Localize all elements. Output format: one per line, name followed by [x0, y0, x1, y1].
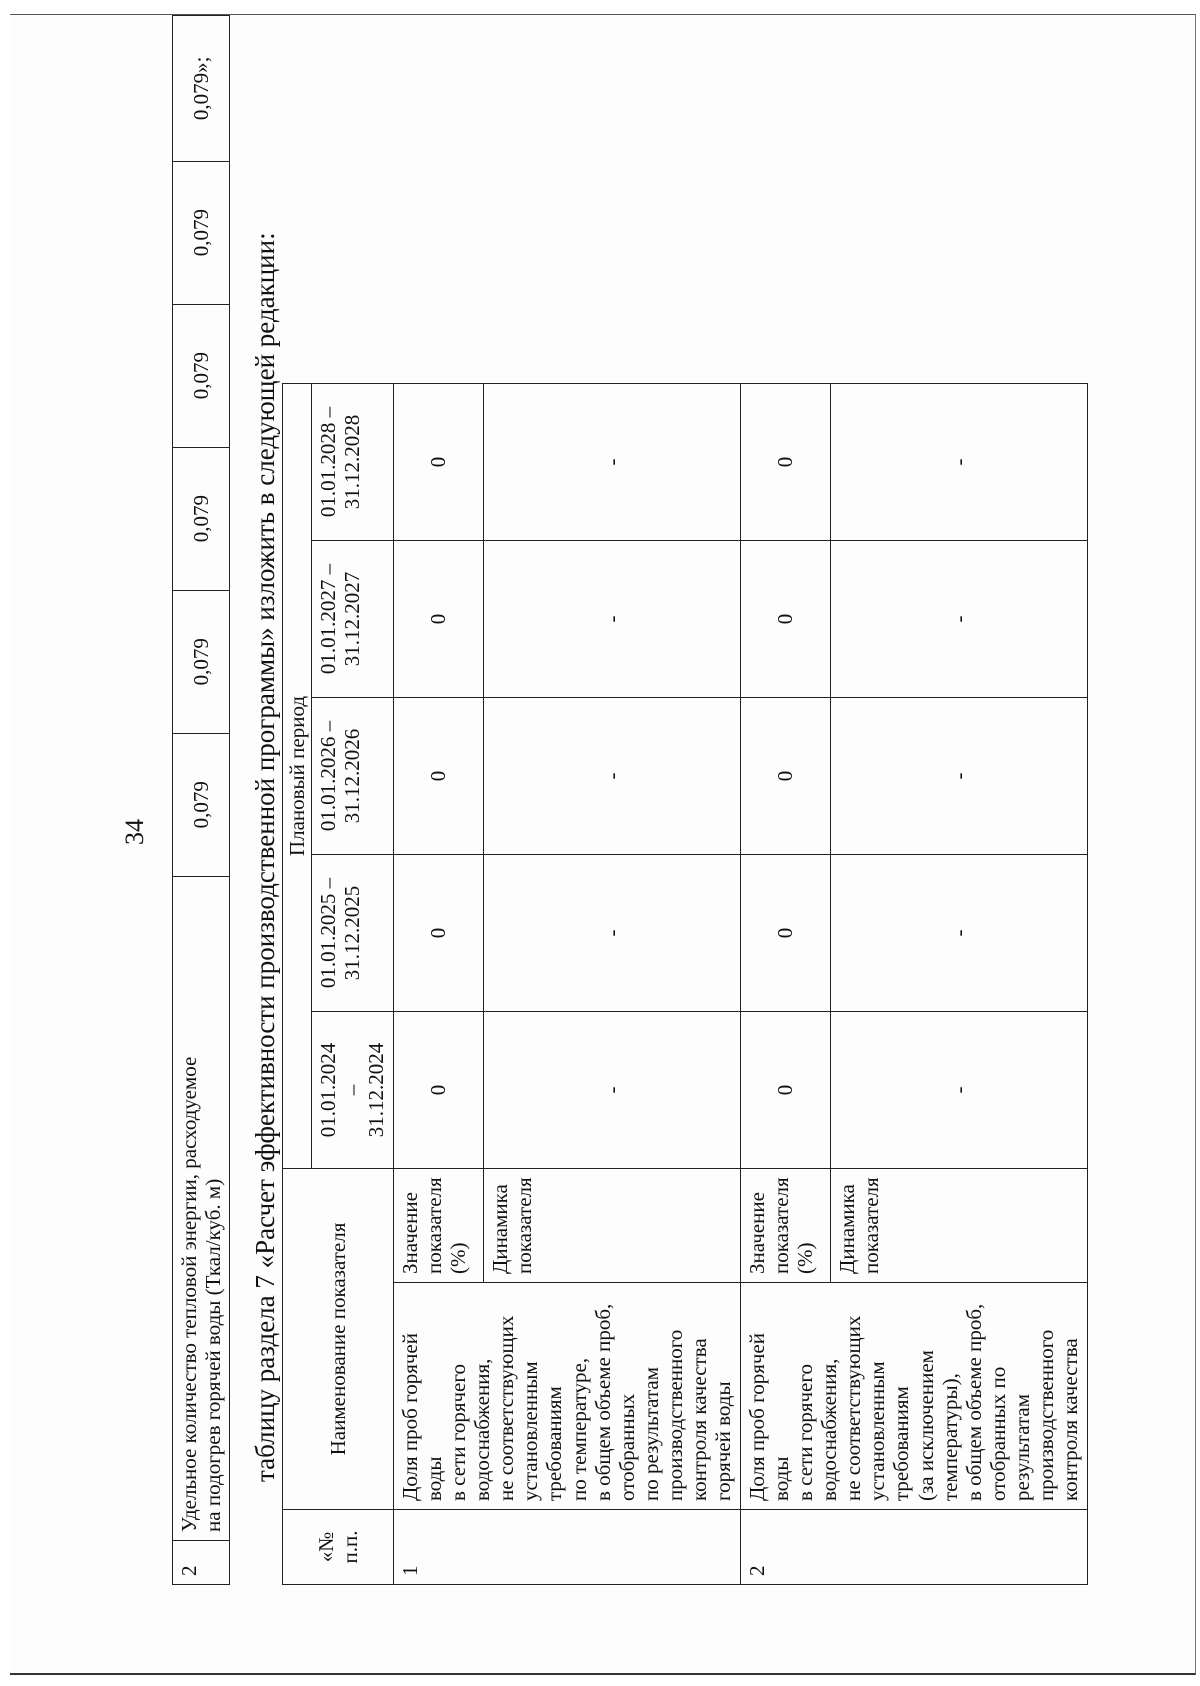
value-cell: 0 [740, 855, 830, 1012]
period-line: 31.12.2025 [340, 885, 365, 981]
dynamics-cell: - [483, 541, 740, 698]
header-name: Наименование показателя [283, 1169, 394, 1510]
period-line: 31.12.2028 [340, 414, 365, 510]
value-cell: 0 [740, 698, 830, 855]
value-cell: 0 [740, 541, 830, 698]
period-line: 01.01.2028 – [316, 406, 341, 518]
period-header [312, 698, 393, 855]
dynamics-cell: - [483, 1012, 740, 1169]
table-row [173, 16, 230, 1585]
name-line: установленным [518, 1361, 543, 1501]
name-line: по температуре, [566, 1357, 591, 1501]
value-label: Значение показателя (%) [393, 1169, 483, 1283]
value-cell: 0,079 [173, 733, 230, 876]
value-cell: 0 [393, 855, 483, 1012]
name-line: не соответствующих [494, 1315, 519, 1501]
name-line: Доля проб горячей воды [397, 1333, 446, 1501]
name-line: результатам [1010, 1393, 1035, 1501]
dynamics-label: Динамика показателя [830, 1169, 1087, 1283]
rotated-content [10, 15, 1160, 1615]
value-cell: 0,079»; [173, 16, 230, 162]
name-line: требованиям [889, 1386, 914, 1501]
name-line: температуры), [937, 1373, 962, 1501]
period-header [312, 384, 393, 541]
period-header [312, 855, 393, 1012]
dynamics-cell: - [830, 1012, 1087, 1169]
indicator-name [393, 1283, 740, 1510]
table-row [740, 384, 830, 1585]
name-line: в общем объеме проб, [590, 1303, 615, 1501]
period-header [312, 541, 393, 698]
header-num-line: п.п. [337, 1530, 362, 1564]
indicator-name [740, 1283, 1087, 1510]
period-line: 01.01.2026 – [316, 720, 341, 832]
name-line: горячей воды [711, 1381, 736, 1501]
value-cell: 0,079 [173, 161, 230, 304]
name-line: водоснабжения, [469, 1358, 494, 1501]
dynamics-cell: - [830, 541, 1087, 698]
dynamics-cell: - [830, 855, 1087, 1012]
value-cell: 0,079 [173, 590, 230, 733]
dynamics-cell: - [483, 855, 740, 1012]
name-line: производственного [663, 1329, 688, 1501]
value-cell: 0,079 [173, 304, 230, 447]
name-line: Доля проб горячей воды [744, 1333, 793, 1501]
value-cell: 0,079 [173, 447, 230, 590]
header-num [283, 1510, 394, 1585]
period-line: 01.01.2025 – [316, 877, 341, 989]
dynamics-cell: - [483, 698, 740, 855]
name-line: контроля качества [687, 1338, 712, 1501]
value-cell: 0 [393, 1012, 483, 1169]
name-line: в сети горячего [792, 1364, 817, 1501]
header-num-line: «№ [313, 1531, 338, 1563]
period-line: 31.12.2026 [340, 728, 365, 824]
period-line: 01.01.2027 – [316, 563, 341, 675]
name-line: по результатам [638, 1366, 663, 1501]
dynamics-label: Динамика показателя [483, 1169, 740, 1283]
row-label-line: на подогрев горячей воды (Ткал/куб. м) [201, 1178, 226, 1532]
value-cell: 0 [740, 384, 830, 541]
name-line: установленным [865, 1361, 890, 1501]
scanned-page [10, 14, 1196, 1675]
period-header [312, 1012, 393, 1169]
name-line: контроля качества [1058, 1338, 1083, 1501]
dynamics-cell: - [830, 698, 1087, 855]
previous-table-last-row [172, 15, 230, 1585]
name-line: (за исключением [913, 1350, 938, 1501]
header-row [283, 384, 312, 1585]
page-number: 34 [120, 819, 149, 845]
row-label [173, 876, 230, 1540]
name-line: не соответствующих [841, 1315, 866, 1501]
name-line: требованиям [542, 1386, 567, 1501]
row-number: 2 [173, 1540, 230, 1584]
table-row [393, 384, 483, 1585]
value-cell: 0 [393, 698, 483, 855]
dynamics-cell: - [483, 384, 740, 541]
name-line: отобранных [614, 1393, 639, 1501]
efficiency-table [282, 383, 1088, 1585]
value-label: Значение показателя (%) [740, 1169, 830, 1283]
value-cell: 0 [393, 384, 483, 541]
name-line: производственного [1034, 1329, 1059, 1501]
name-line: отобранных по [985, 1366, 1010, 1501]
period-line: 31.12.2024 [364, 1042, 389, 1138]
value-cell: 0 [393, 541, 483, 698]
period-line: – [340, 1084, 365, 1096]
name-line: в сети горячего [445, 1364, 470, 1501]
header-planned-period: Плановый период [283, 384, 312, 1169]
intro-text: таблицу раздела 7 «Расчет эффективности производственной программы» изложить в следующей редакции: [250, 232, 280, 1482]
value-cell: 0 [740, 1012, 830, 1169]
name-line: в общем объеме проб, [961, 1303, 986, 1501]
name-line: водоснабжения, [816, 1358, 841, 1501]
dynamics-cell: - [830, 384, 1087, 541]
row-label-line: Удельное количество тепловой энергии, расходуемое [177, 1056, 201, 1532]
row-number: 2 [740, 1510, 1087, 1585]
period-line: 01.01.2024 [316, 1042, 341, 1138]
row-number: 1 [393, 1510, 740, 1585]
period-line: 31.12.2027 [340, 571, 365, 667]
